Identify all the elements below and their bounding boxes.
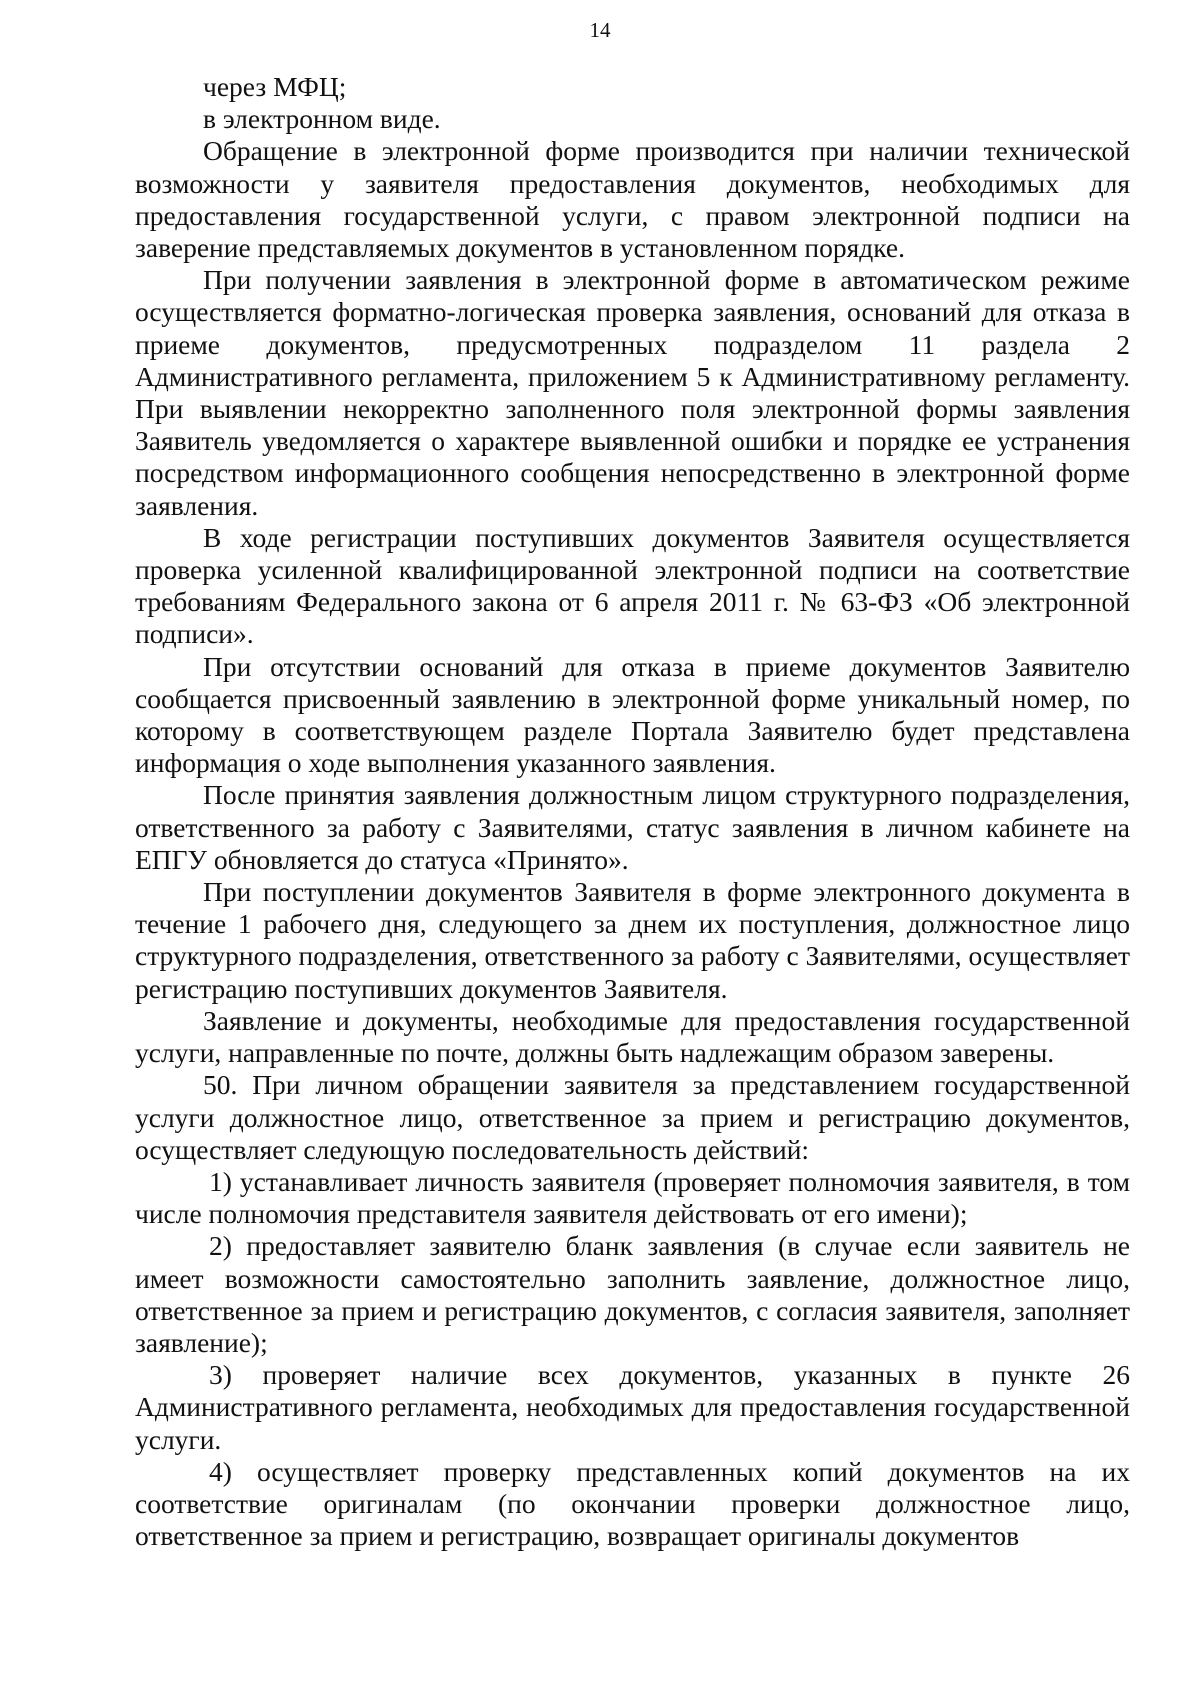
paragraph-via-mfc: через МФЦ;	[203, 71, 347, 102]
page-number: 14	[589, 18, 611, 42]
paragraph-registration-timeline: При поступлении документов Заявителя в форме электронного документа в течение 1 рабочего дня, следующего за днем их поступления, должностное лицо структурного подразделения, ответственного за работу с Заявителями, осуществляет регистрацию поступивших документов Заявителя.	[135, 876, 1130, 1004]
paragraph-electronic-appeal: Обращение в электронной форме производится при наличии технической возможности у заявителя предоставления документов, необходимых для предоставления государственной услуги, с правом электронной подписи на заверение представляемых документов в установленном порядке.	[135, 135, 1130, 264]
document-body	[135, 71, 1130, 1552]
paragraph-postal-documents: Заявление и документы, необходимые для предоставления государственной услуги, направленные по почте, должны быть надлежащим образом заверены.	[135, 1004, 1130, 1069]
list-item-1: 1) устанавливает личность заявителя (проверяет полномочия заявителя, в том числе полномочия представителя заявителя действовать от его имени);	[135, 1165, 1130, 1230]
list-item-4: 4) осуществляет проверку представленных копий документов на их соответствие оригиналам (по окончании проверки должностное лицо, ответственное за прием и регистрацию, возвращает оригиналы документов	[135, 1455, 1130, 1552]
paragraph-format-logic-check: При получении заявления в электронной форме в автоматическом режиме осуществляется форматно-логическая проверка заявления, оснований для отказа в приеме документов, предусмотренных подразделом 11 раздела 2 Административного регламента, приложением 5 к Административному регламенту. При выявлении некорректно заполненного поля электронной формы заявления Заявитель уведомляется о характере выявленной ошибки и порядке ее устранения посредством информационного сообщения непосредственно в электронной форме заявления.	[135, 264, 1130, 521]
paragraph-unique-number: При отсутствии оснований для отказа в приеме документов Заявителю сообщается присвоенный заявлению в электронной форме уникальный номер, по которому в соответствующем разделе Портала Заявителю будет представлена информация о ходе выполнения указанного заявления.	[135, 650, 1130, 779]
paragraph-electronic-form: в электронном виде.	[203, 103, 441, 135]
paragraph-signature-check: В ходе регистрации поступивших документов Заявителя осуществляется проверка усиленной квалифицированной электронной подписи на соответствие требованиям Федерального закона от 6 апреля 2011 г. № 63-ФЗ «Об электронной подписи».	[135, 521, 1130, 650]
list-item-2: 2) предоставляет заявителю бланк заявления (в случае если заявитель не имеет возможности самостоятельно заполнить заявление, должностное лицо, ответственное за прием и регистрацию документов, с согласия заявителя, заполняет заявление);	[135, 1230, 1130, 1358]
paragraph-item-50: 50. При личном обращении заявителя за представлением государственной услуги должностное лицо, ответственное за прием и регистрацию документов, осуществляет следующую последовательность действий:	[135, 1069, 1130, 1165]
paragraph-status-accepted: После принятия заявления должностным лицом структурного подразделения, ответственного за работу с Заявителями, статус заявления в личном кабинете на ЕПГУ обновляется до статуса «Принято».	[135, 779, 1130, 875]
list-item-3: 3) проверяет наличие всех документов, указанных в пункте 26 Административного регламента, необходимых для предоставления государственной услуги.	[135, 1359, 1130, 1455]
